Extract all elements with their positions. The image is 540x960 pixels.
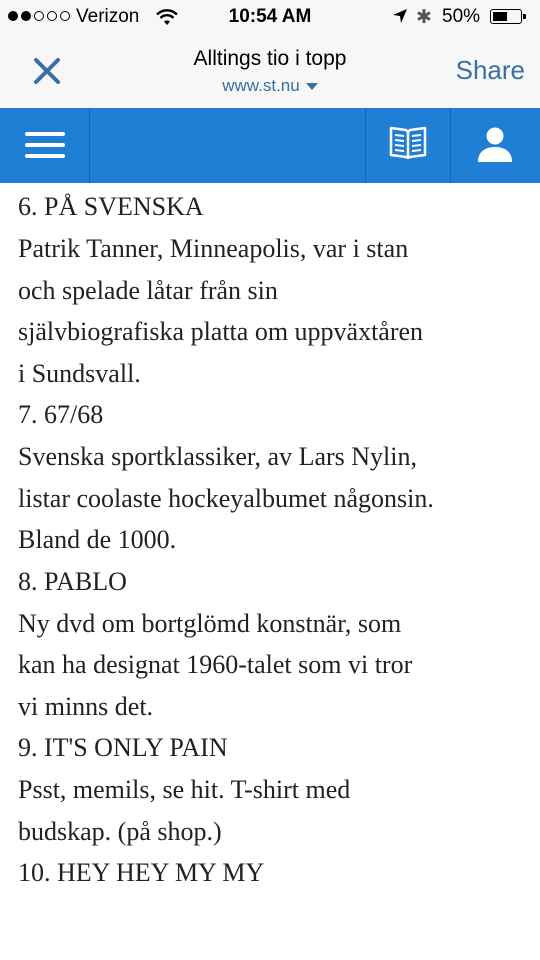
status-bar: [0, 0, 540, 36]
list-item: [18, 852, 533, 894]
user-account-button[interactable]: [450, 108, 540, 183]
share-button[interactable]: Share: [455, 55, 525, 85]
item-heading: 8. PABLO: [18, 566, 127, 596]
user-icon: [476, 125, 514, 163]
list-item: [18, 394, 533, 561]
item-heading: 9. IT'S ONLY PAIN: [18, 733, 228, 762]
nav-divider: [89, 108, 90, 183]
location-arrow-icon: [392, 8, 408, 24]
site-nav-bar: [0, 108, 540, 183]
browser-header: [0, 36, 540, 109]
clock-time: 10:54 AM: [228, 6, 312, 27]
list-item: [18, 186, 533, 394]
list-item: [18, 727, 533, 852]
item-text: Svenska sportklassiker, av Lars Nylin, listar coolaste hockeyalbumet någonsin. Bland de 1000.: [18, 442, 434, 554]
reader-button[interactable]: [365, 108, 450, 183]
item-text: Patrik Tanner, Minneapolis, var i stan och spelade låtar från sin självbiografiska platta om uppväxtåren i Sundsvall.: [18, 234, 424, 388]
item-text: Psst, memils, se hit. T-shirt med budskap. (på shop.): [18, 775, 351, 846]
battery-icon: [490, 9, 522, 24]
article-body: [18, 186, 533, 894]
item-heading: 6. PÅ SVENSKA: [18, 192, 204, 221]
item-heading: 7. 67/68: [18, 400, 104, 429]
url-text: www.st.nu: [222, 76, 300, 95]
item-heading: 10. HEY HEY MY MY: [18, 858, 265, 887]
bluetooth-icon: ✱: [416, 7, 432, 28]
hamburger-menu-button[interactable]: [0, 108, 89, 183]
carrier-name: Verizon: [76, 6, 140, 27]
chevron-down-icon: [306, 83, 318, 90]
battery-percent: 50%: [442, 6, 481, 27]
list-item: [18, 561, 533, 728]
book-icon: [388, 125, 428, 159]
item-text: Ny dvd om bortglömd konstnär, som kan ha designat 1960-talet som vi tror vi minns det.: [18, 608, 413, 721]
page-title: Alltings tio i topp: [193, 47, 347, 70]
